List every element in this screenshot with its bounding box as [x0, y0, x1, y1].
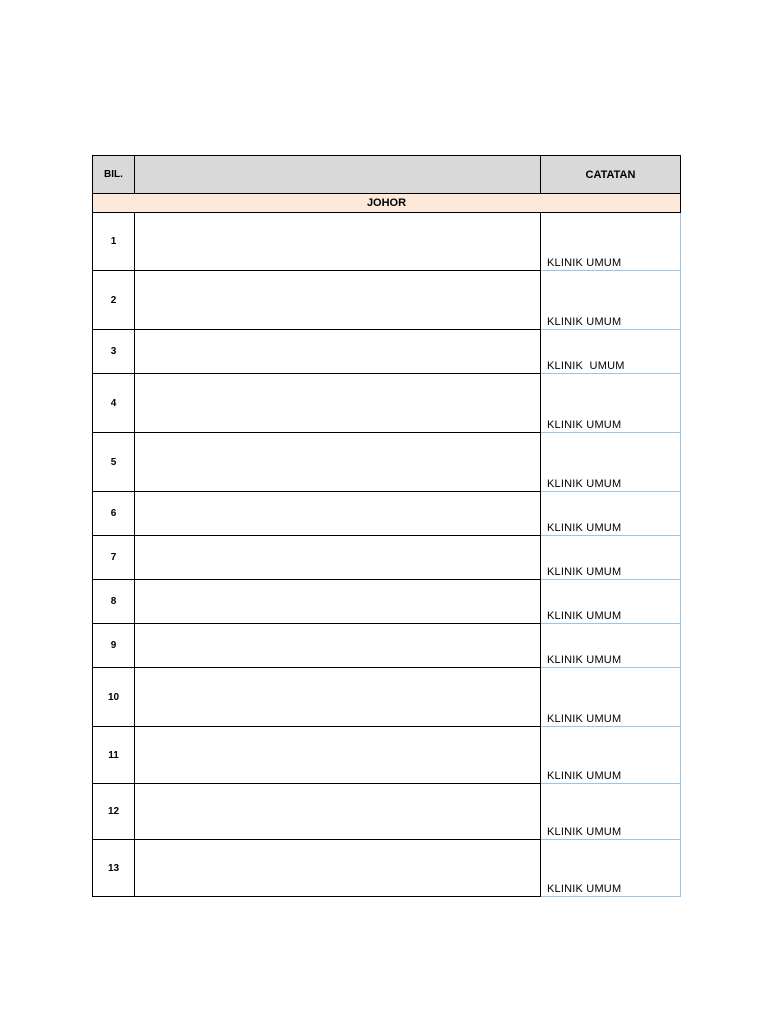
row-catatan: KLINIK UMUM: [541, 374, 681, 433]
row-name-cell: [135, 840, 541, 897]
header-catatan: CATATAN: [541, 156, 681, 194]
row-catatan: KLINIK UMUM: [541, 580, 681, 624]
row-number: 7: [93, 536, 135, 580]
row-number: 1: [93, 213, 135, 271]
row-catatan: KLINIK UMUM: [541, 330, 681, 374]
row-catatan: KLINIK UMUM: [541, 433, 681, 492]
row-catatan: KLINIK UMUM: [541, 271, 681, 330]
row-number: 4: [93, 374, 135, 433]
table-row: [93, 213, 681, 271]
table-row: [93, 624, 681, 668]
row-number: 9: [93, 624, 135, 668]
row-number: 6: [93, 492, 135, 536]
table-row: [93, 433, 681, 492]
row-name-cell: [135, 580, 541, 624]
table-header-row: [93, 156, 681, 194]
table-row: [93, 536, 681, 580]
table-row: [93, 784, 681, 840]
row-name-cell: [135, 374, 541, 433]
table-row: [93, 580, 681, 624]
row-number: 5: [93, 433, 135, 492]
row-number: 11: [93, 727, 135, 784]
row-number: 8: [93, 580, 135, 624]
row-catatan: KLINIK UMUM: [541, 624, 681, 668]
row-name-cell: [135, 784, 541, 840]
row-number: 10: [93, 668, 135, 727]
row-number: 2: [93, 271, 135, 330]
row-name-cell: [135, 271, 541, 330]
row-name-cell: [135, 536, 541, 580]
state-row: [93, 194, 681, 213]
row-catatan: KLINIK UMUM: [541, 536, 681, 580]
row-catatan: KLINIK UMUM: [541, 727, 681, 784]
row-name-cell: [135, 727, 541, 784]
row-number: 3: [93, 330, 135, 374]
table-row: [93, 374, 681, 433]
row-catatan: KLINIK UMUM: [541, 784, 681, 840]
row-name-cell: [135, 433, 541, 492]
row-name-cell: [135, 624, 541, 668]
header-bil: BIL.: [93, 156, 135, 194]
table-row: [93, 492, 681, 536]
table-row: [93, 330, 681, 374]
row-catatan: KLINIK UMUM: [541, 840, 681, 897]
table-row: [93, 271, 681, 330]
row-name-cell: [135, 213, 541, 271]
row-name-cell: [135, 668, 541, 727]
row-name-cell: [135, 492, 541, 536]
row-number: 13: [93, 840, 135, 897]
header-name: [135, 156, 541, 194]
row-catatan: KLINIK UMUM: [541, 492, 681, 536]
row-name-cell: [135, 330, 541, 374]
clinic-list-sheet: [92, 155, 680, 897]
table-row: [93, 727, 681, 784]
row-catatan: KLINIK UMUM: [541, 668, 681, 727]
row-catatan: KLINIK UMUM: [541, 213, 681, 271]
clinic-table: [92, 155, 681, 897]
table-row: [93, 668, 681, 727]
row-number: 12: [93, 784, 135, 840]
state-label: JOHOR: [93, 194, 681, 213]
table-row: [93, 840, 681, 897]
